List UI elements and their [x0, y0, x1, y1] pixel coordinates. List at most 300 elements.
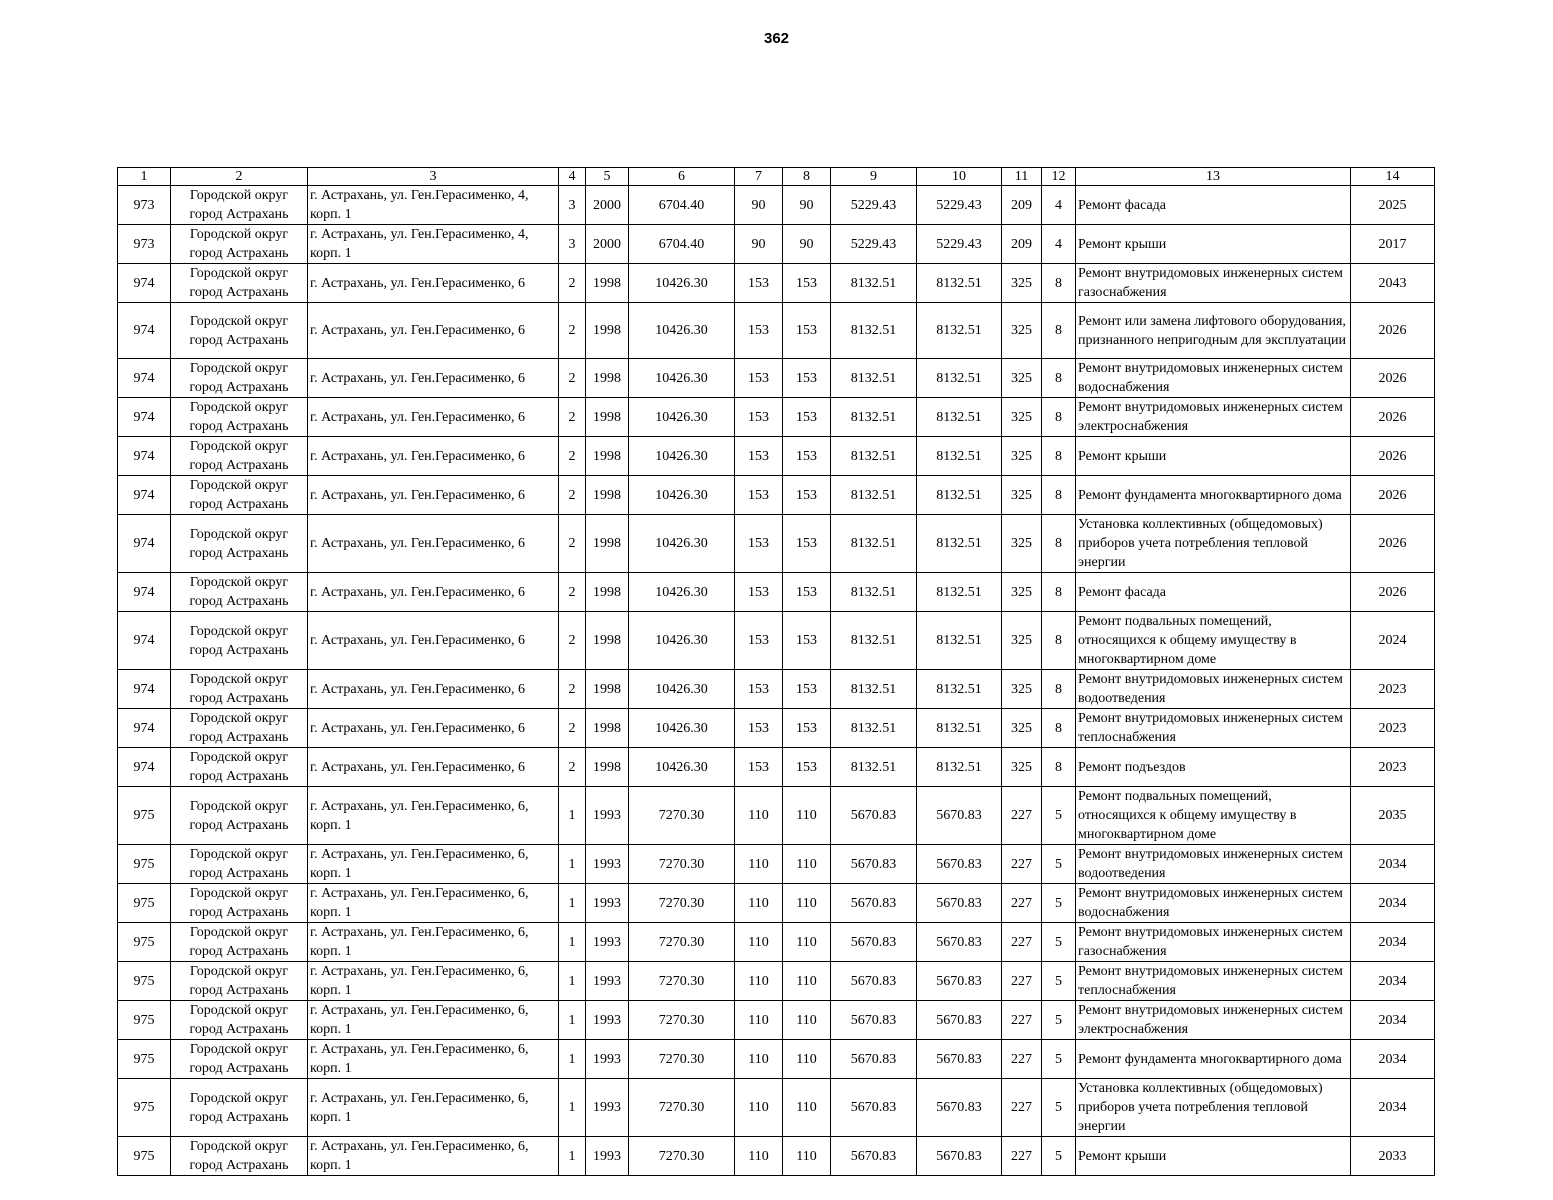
- area-col9-cell: 5670.83: [831, 845, 917, 884]
- municipality-cell: [171, 573, 308, 612]
- work-type-cell: [1076, 845, 1351, 884]
- table-row: [118, 962, 1435, 1001]
- residents-cell: 325: [1002, 264, 1042, 303]
- col12-cell: 5: [1042, 884, 1076, 923]
- total-area-cell: 7270.30: [629, 1079, 735, 1137]
- planned-year-cell: 2026: [1351, 398, 1435, 437]
- address-text: г. Астрахань, ул. Ген.Герасименко, 6, корп. 1: [310, 798, 529, 833]
- municipality-cell: [171, 923, 308, 962]
- col7-cell: 110: [735, 923, 783, 962]
- residents-cell: 325: [1002, 476, 1042, 515]
- table-header: [118, 168, 1435, 186]
- area-col10-cell: 5670.83: [917, 787, 1002, 845]
- total-area-cell: 7270.30: [629, 787, 735, 845]
- object-number-cell: 974: [118, 573, 171, 612]
- year-cell: 1998: [586, 303, 629, 359]
- col8-cell: 110: [783, 923, 831, 962]
- area-col9-cell: 8132.51: [831, 437, 917, 476]
- work-type-text: Ремонт внутридомовых инженерных систем электроснабжения: [1078, 1003, 1343, 1037]
- address-cell: [308, 437, 559, 476]
- work-type-cell: [1076, 264, 1351, 303]
- municipality-cell: [171, 1001, 308, 1040]
- col8-cell: 110: [783, 1137, 831, 1176]
- col7-cell: 153: [735, 748, 783, 787]
- floors-cell: 2: [559, 437, 586, 476]
- work-type-cell: [1076, 709, 1351, 748]
- object-number-cell: 975: [118, 923, 171, 962]
- col7-cell: 153: [735, 437, 783, 476]
- floors-cell: 1: [559, 1137, 586, 1176]
- floors-cell: 1: [559, 1079, 586, 1137]
- total-area-cell: 10426.30: [629, 670, 735, 709]
- area-col9-cell: 5670.83: [831, 923, 917, 962]
- total-area-cell: 7270.30: [629, 1001, 735, 1040]
- floors-cell: 2: [559, 573, 586, 612]
- municipality-cell: [171, 225, 308, 264]
- residents-cell: 209: [1002, 225, 1042, 264]
- table-row: [118, 437, 1435, 476]
- total-area-cell: 10426.30: [629, 709, 735, 748]
- table-row: [118, 1137, 1435, 1176]
- object-number-cell: 974: [118, 670, 171, 709]
- col7-cell: 153: [735, 264, 783, 303]
- work-type-text: Ремонт внутридомовых инженерных систем электроснабжения: [1078, 400, 1343, 434]
- column-header-2: 2: [171, 168, 308, 186]
- residents-cell: 227: [1002, 845, 1042, 884]
- work-type-cell: [1076, 670, 1351, 709]
- col7-cell: 110: [735, 1040, 783, 1079]
- area-col9-cell: 5229.43: [831, 186, 917, 225]
- municipality-cell: [171, 748, 308, 787]
- year-cell: 1998: [586, 670, 629, 709]
- col12-cell: 5: [1042, 1001, 1076, 1040]
- col8-cell: 90: [783, 225, 831, 264]
- address-text: г. Астрахань, ул. Ген.Герасименко, 6: [310, 536, 525, 551]
- col12-cell: 8: [1042, 515, 1076, 573]
- col7-cell: 90: [735, 225, 783, 264]
- work-type-text: Установка коллективных (общедомовых) приборов учета потребления тепловой энергии: [1078, 517, 1323, 570]
- residents-cell: 325: [1002, 437, 1042, 476]
- column-header-3: 3: [308, 168, 559, 186]
- address-text: г. Астрахань, ул. Ген.Герасименко, 6: [310, 323, 525, 338]
- col12-cell: 8: [1042, 612, 1076, 670]
- area-col9-cell: 5670.83: [831, 884, 917, 923]
- address-cell: [308, 884, 559, 923]
- municipality-cell: [171, 845, 308, 884]
- total-area-cell: 7270.30: [629, 884, 735, 923]
- column-header-5: 5: [586, 168, 629, 186]
- planned-year-cell: 2017: [1351, 225, 1435, 264]
- planned-year-cell: 2034: [1351, 884, 1435, 923]
- col8-cell: 110: [783, 1001, 831, 1040]
- col12-cell: 5: [1042, 845, 1076, 884]
- col8-cell: 153: [783, 476, 831, 515]
- work-type-text: Ремонт внутридомовых инженерных систем водоснабжения: [1078, 361, 1343, 395]
- col7-cell: 153: [735, 476, 783, 515]
- address-text: г. Астрахань, ул. Ген.Герасименко, 6: [310, 584, 525, 600]
- municipality-cell: [171, 612, 308, 670]
- area-col10-cell: 8132.51: [917, 476, 1002, 515]
- floors-cell: 1: [559, 1040, 586, 1079]
- total-area-cell: 10426.30: [629, 437, 735, 476]
- work-type-cell: [1076, 437, 1351, 476]
- col8-cell: 153: [783, 359, 831, 398]
- area-col9-cell: 8132.51: [831, 573, 917, 612]
- col7-cell: 90: [735, 186, 783, 225]
- table-row: [118, 359, 1435, 398]
- work-type-text: Ремонт фундамента многоквартирного дома: [1078, 487, 1342, 503]
- residents-cell: 227: [1002, 1079, 1042, 1137]
- work-type-cell: [1076, 612, 1351, 670]
- address-cell: [308, 1001, 559, 1040]
- municipality-text: Городской округ город Астрахань: [189, 847, 289, 881]
- residents-cell: 325: [1002, 303, 1042, 359]
- work-type-cell: [1076, 225, 1351, 264]
- area-col9-cell: 8132.51: [831, 398, 917, 437]
- year-cell: 2000: [586, 225, 629, 264]
- year-cell: 1998: [586, 748, 629, 787]
- address-cell: [308, 1040, 559, 1079]
- table-row: [118, 748, 1435, 787]
- col7-cell: 153: [735, 612, 783, 670]
- header-row: [118, 168, 1435, 186]
- object-number-cell: 974: [118, 303, 171, 359]
- municipality-text: Городской округ город Астрахань: [189, 575, 289, 609]
- col12-cell: 5: [1042, 1137, 1076, 1176]
- col8-cell: 90: [783, 186, 831, 225]
- municipality-cell: [171, 515, 308, 573]
- residents-cell: 227: [1002, 884, 1042, 923]
- column-header-11: 11: [1002, 168, 1042, 186]
- planned-year-cell: 2024: [1351, 612, 1435, 670]
- object-number-cell: 974: [118, 612, 171, 670]
- page-number: 362: [763, 30, 790, 47]
- total-area-cell: 6704.40: [629, 186, 735, 225]
- municipality-cell: [171, 398, 308, 437]
- col8-cell: 110: [783, 1040, 831, 1079]
- col8-cell: 153: [783, 748, 831, 787]
- table-row: [118, 709, 1435, 748]
- planned-year-cell: 2026: [1351, 303, 1435, 359]
- floors-cell: 1: [559, 884, 586, 923]
- work-type-cell: [1076, 515, 1351, 573]
- planned-year-cell: 2023: [1351, 670, 1435, 709]
- column-header-14: 14: [1351, 168, 1435, 186]
- year-cell: 1993: [586, 1137, 629, 1176]
- col7-cell: 153: [735, 515, 783, 573]
- municipality-cell: [171, 437, 308, 476]
- address-text: г. Астрахань, ул. Ген.Герасименко, 4, корп. 1: [310, 188, 529, 222]
- work-type-text: Ремонт фундамента многоквартирного дома: [1078, 1051, 1342, 1067]
- object-number-cell: 975: [118, 1079, 171, 1137]
- municipality-text: Городской округ город Астрахань: [189, 1139, 289, 1173]
- table-row: [118, 476, 1435, 515]
- address-cell: [308, 398, 559, 437]
- planned-year-cell: 2034: [1351, 1040, 1435, 1079]
- year-cell: 1993: [586, 1040, 629, 1079]
- address-cell: [308, 573, 559, 612]
- municipality-text: Городской округ город Астрахань: [189, 1090, 289, 1125]
- residents-cell: 227: [1002, 1137, 1042, 1176]
- col7-cell: 110: [735, 1001, 783, 1040]
- work-type-cell: [1076, 398, 1351, 437]
- col12-cell: 8: [1042, 303, 1076, 359]
- work-type-cell: [1076, 884, 1351, 923]
- area-col10-cell: 8132.51: [917, 264, 1002, 303]
- total-area-cell: 7270.30: [629, 1137, 735, 1176]
- area-col9-cell: 5670.83: [831, 1040, 917, 1079]
- year-cell: 1998: [586, 359, 629, 398]
- col7-cell: 110: [735, 1079, 783, 1137]
- column-header-6: 6: [629, 168, 735, 186]
- municipality-cell: [171, 1137, 308, 1176]
- area-col10-cell: 5670.83: [917, 884, 1002, 923]
- municipality-text: Городской округ город Астрахань: [189, 526, 289, 561]
- work-type-text: Ремонт внутридомовых инженерных систем водоотведения: [1078, 672, 1343, 706]
- municipality-text: Городской округ город Астрахань: [189, 711, 289, 745]
- municipality-cell: [171, 962, 308, 1001]
- residents-cell: 325: [1002, 359, 1042, 398]
- address-text: г. Астрахань, ул. Ген.Герасименко, 6, корп. 1: [310, 1139, 529, 1173]
- col7-cell: 110: [735, 787, 783, 845]
- year-cell: 1998: [586, 573, 629, 612]
- work-type-text: Ремонт внутридомовых инженерных систем газоснабжения: [1078, 925, 1343, 959]
- total-area-cell: 10426.30: [629, 612, 735, 670]
- municipality-text: Городской округ город Астрахань: [189, 750, 289, 784]
- municipality-text: Городской округ город Астрахань: [189, 964, 289, 998]
- address-text: г. Астрахань, ул. Ген.Герасименко, 6: [310, 448, 525, 464]
- table-row: [118, 845, 1435, 884]
- object-number-cell: 974: [118, 359, 171, 398]
- work-type-cell: [1076, 923, 1351, 962]
- residents-cell: 325: [1002, 573, 1042, 612]
- col8-cell: 153: [783, 612, 831, 670]
- planned-year-cell: 2026: [1351, 476, 1435, 515]
- work-type-cell: [1076, 573, 1351, 612]
- address-text: г. Астрахань, ул. Ген.Герасименко, 6, корп. 1: [310, 964, 529, 998]
- col8-cell: 153: [783, 303, 831, 359]
- address-cell: [308, 264, 559, 303]
- col12-cell: 8: [1042, 709, 1076, 748]
- municipality-text: Городской округ город Астрахань: [189, 439, 289, 473]
- address-cell: [308, 1137, 559, 1176]
- address-text: г. Астрахань, ул. Ген.Герасименко, 6: [310, 370, 525, 386]
- year-cell: 2000: [586, 186, 629, 225]
- planned-year-cell: 2043: [1351, 264, 1435, 303]
- area-col9-cell: 5670.83: [831, 962, 917, 1001]
- object-number-cell: 974: [118, 437, 171, 476]
- table-row: [118, 225, 1435, 264]
- year-cell: 1998: [586, 612, 629, 670]
- work-type-text: Ремонт фасада: [1078, 584, 1167, 600]
- planned-year-cell: 2026: [1351, 573, 1435, 612]
- planned-year-cell: 2026: [1351, 437, 1435, 476]
- residents-cell: 325: [1002, 709, 1042, 748]
- residents-cell: 325: [1002, 612, 1042, 670]
- object-number-cell: 975: [118, 1001, 171, 1040]
- year-cell: 1998: [586, 709, 629, 748]
- floors-cell: 2: [559, 670, 586, 709]
- repair-registry-table: [117, 167, 1435, 1176]
- table-row: [118, 923, 1435, 962]
- municipality-cell: [171, 1040, 308, 1079]
- total-area-cell: 6704.40: [629, 225, 735, 264]
- work-type-text: Ремонт крыши: [1078, 236, 1167, 252]
- area-col9-cell: 8132.51: [831, 748, 917, 787]
- col7-cell: 110: [735, 962, 783, 1001]
- work-type-cell: [1076, 1137, 1351, 1176]
- table-row: [118, 264, 1435, 303]
- address-cell: [308, 923, 559, 962]
- object-number-cell: 975: [118, 962, 171, 1001]
- table-row: [118, 884, 1435, 923]
- object-number-cell: 975: [118, 787, 171, 845]
- municipality-text: Городской округ город Астрахань: [189, 1042, 289, 1076]
- object-number-cell: 975: [118, 1040, 171, 1079]
- municipality-cell: [171, 476, 308, 515]
- address-text: г. Астрахань, ул. Ген.Герасименко, 6, корп. 1: [310, 925, 529, 959]
- work-type-text: Ремонт внутридомовых инженерных систем теплоснабжения: [1078, 964, 1343, 998]
- object-number-cell: 974: [118, 398, 171, 437]
- column-header-7: 7: [735, 168, 783, 186]
- floors-cell: 2: [559, 515, 586, 573]
- municipality-cell: [171, 709, 308, 748]
- work-type-text: Ремонт подвальных помещений, относящихся к общему имуществу в многоквартирном доме: [1078, 614, 1297, 667]
- year-cell: 1993: [586, 787, 629, 845]
- municipality-text: Городской округ город Астрахань: [189, 400, 289, 434]
- col12-cell: 8: [1042, 398, 1076, 437]
- column-header-9: 9: [831, 168, 917, 186]
- area-col10-cell: 5229.43: [917, 225, 1002, 264]
- object-number-cell: 975: [118, 1137, 171, 1176]
- planned-year-cell: 2034: [1351, 962, 1435, 1001]
- floors-cell: 3: [559, 186, 586, 225]
- municipality-cell: [171, 303, 308, 359]
- col7-cell: 110: [735, 845, 783, 884]
- floors-cell: 2: [559, 612, 586, 670]
- area-col10-cell: 8132.51: [917, 573, 1002, 612]
- municipality-text: Городской округ город Астрахань: [189, 1003, 289, 1037]
- area-col10-cell: 8132.51: [917, 398, 1002, 437]
- planned-year-cell: 2025: [1351, 186, 1435, 225]
- area-col9-cell: 8132.51: [831, 515, 917, 573]
- table-row: [118, 612, 1435, 670]
- planned-year-cell: 2026: [1351, 359, 1435, 398]
- area-col10-cell: 8132.51: [917, 709, 1002, 748]
- col7-cell: 153: [735, 398, 783, 437]
- year-cell: 1993: [586, 884, 629, 923]
- area-col10-cell: 8132.51: [917, 515, 1002, 573]
- object-number-cell: 973: [118, 225, 171, 264]
- year-cell: 1998: [586, 476, 629, 515]
- work-type-text: Ремонт крыши: [1078, 1148, 1167, 1164]
- col8-cell: 110: [783, 787, 831, 845]
- table-body: [118, 186, 1435, 1176]
- area-col10-cell: 5229.43: [917, 186, 1002, 225]
- area-col10-cell: 8132.51: [917, 748, 1002, 787]
- municipality-cell: [171, 1079, 308, 1137]
- total-area-cell: 7270.30: [629, 923, 735, 962]
- column-header-8: 8: [783, 168, 831, 186]
- table-row: [118, 787, 1435, 845]
- work-type-cell: [1076, 962, 1351, 1001]
- year-cell: 1998: [586, 398, 629, 437]
- municipality-cell: [171, 359, 308, 398]
- col7-cell: 153: [735, 359, 783, 398]
- work-type-cell: [1076, 476, 1351, 515]
- address-text: г. Астрахань, ул. Ген.Герасименко, 6, корп. 1: [310, 886, 529, 920]
- year-cell: 1993: [586, 1001, 629, 1040]
- municipality-text: Городской округ город Астрахань: [189, 361, 289, 395]
- area-col10-cell: 5670.83: [917, 1040, 1002, 1079]
- total-area-cell: 10426.30: [629, 359, 735, 398]
- col7-cell: 153: [735, 303, 783, 359]
- address-text: г. Астрахань, ул. Ген.Герасименко, 6: [310, 759, 525, 775]
- area-col9-cell: 8132.51: [831, 612, 917, 670]
- col8-cell: 153: [783, 515, 831, 573]
- column-header-12: 12: [1042, 168, 1076, 186]
- col8-cell: 110: [783, 1079, 831, 1137]
- municipality-text: Городской округ город Астрахань: [189, 188, 289, 222]
- col7-cell: 110: [735, 1137, 783, 1176]
- col12-cell: 8: [1042, 573, 1076, 612]
- column-header-10: 10: [917, 168, 1002, 186]
- municipality-cell: [171, 186, 308, 225]
- table-row: [118, 1001, 1435, 1040]
- area-col9-cell: 8132.51: [831, 264, 917, 303]
- planned-year-cell: 2026: [1351, 515, 1435, 573]
- work-type-cell: [1076, 303, 1351, 359]
- floors-cell: 2: [559, 709, 586, 748]
- year-cell: 1998: [586, 515, 629, 573]
- area-col9-cell: 8132.51: [831, 303, 917, 359]
- work-type-text: Ремонт внутридомовых инженерных систем водоотведения: [1078, 847, 1343, 881]
- col12-cell: 5: [1042, 962, 1076, 1001]
- address-cell: [308, 303, 559, 359]
- total-area-cell: 10426.30: [629, 748, 735, 787]
- table-row: [118, 186, 1435, 225]
- area-col10-cell: 5670.83: [917, 1079, 1002, 1137]
- area-col10-cell: 8132.51: [917, 670, 1002, 709]
- work-type-text: Установка коллективных (общедомовых) приборов учета потребления тепловой энергии: [1078, 1081, 1323, 1134]
- address-cell: [308, 670, 559, 709]
- address-cell: [308, 787, 559, 845]
- floors-cell: 1: [559, 787, 586, 845]
- work-type-cell: [1076, 186, 1351, 225]
- floors-cell: 1: [559, 923, 586, 962]
- object-number-cell: 974: [118, 515, 171, 573]
- municipality-text: Городской округ город Астрахань: [189, 313, 289, 348]
- object-number-cell: 974: [118, 264, 171, 303]
- work-type-text: Ремонт или замена лифтового оборудования, признанного непригодным для эксплуатации: [1078, 313, 1347, 348]
- address-text: г. Астрахань, ул. Ген.Герасименко, 4, корп. 1: [310, 227, 529, 261]
- table-row: [118, 573, 1435, 612]
- col12-cell: 5: [1042, 923, 1076, 962]
- address-text: г. Астрахань, ул. Ген.Герасименко, 6: [310, 275, 525, 291]
- area-col9-cell: 5670.83: [831, 1137, 917, 1176]
- col12-cell: 8: [1042, 476, 1076, 515]
- area-col10-cell: 5670.83: [917, 962, 1002, 1001]
- table-row: [118, 1040, 1435, 1079]
- work-type-cell: [1076, 787, 1351, 845]
- address-cell: [308, 845, 559, 884]
- municipality-cell: [171, 787, 308, 845]
- col12-cell: 8: [1042, 437, 1076, 476]
- residents-cell: 325: [1002, 748, 1042, 787]
- total-area-cell: 10426.30: [629, 476, 735, 515]
- work-type-cell: [1076, 1040, 1351, 1079]
- planned-year-cell: 2023: [1351, 709, 1435, 748]
